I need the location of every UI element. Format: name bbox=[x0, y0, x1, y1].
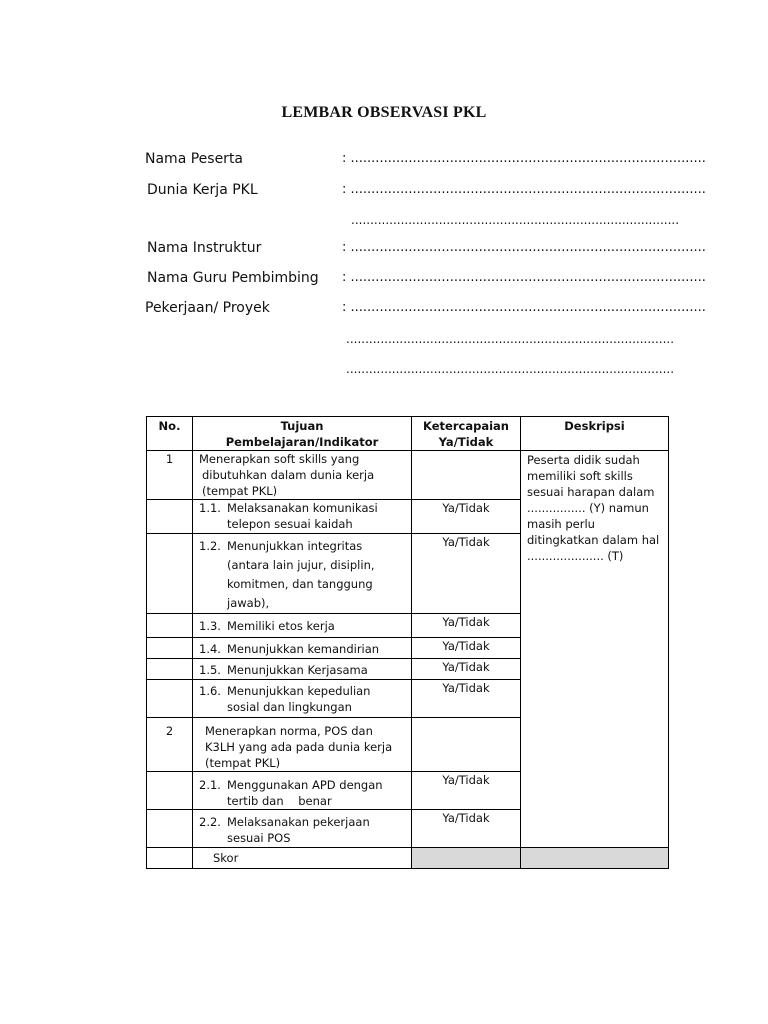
indicator-cell: 1.4. Menunjukkan kemandirian bbox=[193, 638, 412, 659]
ketercapaian-cell[interactable]: Ya/Tidak bbox=[412, 659, 521, 680]
indicator-cell: 1.2. Menunjukkan integritas (antara lain jujur, disiplin, komitmen, dan tanggung jawab), bbox=[193, 534, 412, 614]
table-row bbox=[147, 451, 669, 500]
field-pekerjaan-line3[interactable]: ...................................................................................... bbox=[346, 362, 675, 376]
header-tujuan: Tujuan Pembelajaran/Indikator bbox=[193, 417, 412, 451]
indicator-cell: 1.6. Menunjukkan kepedulian sosial dan lingkungan bbox=[193, 680, 412, 718]
ketercapaian-cell[interactable]: Ya/Tidak bbox=[412, 614, 521, 638]
skor-row bbox=[147, 848, 669, 869]
ketercapaian-cell[interactable]: Ya/Tidak bbox=[412, 810, 521, 848]
field-dunia-kerja[interactable]: : ...................................................................................... bbox=[342, 182, 706, 197]
indicator-cell: 2.1. Menggunakan APD dengan tertib dan benar bbox=[193, 772, 412, 810]
label-nama-instruktur: Nama Instruktur bbox=[147, 240, 262, 256]
ketercapaian-cell[interactable]: Ya/Tidak bbox=[412, 500, 521, 534]
skor-label: Skor bbox=[193, 848, 412, 869]
skor-deskripsi-cell[interactable] bbox=[521, 848, 669, 869]
header-no: No. bbox=[147, 417, 193, 451]
ketercapaian-cell[interactable]: Ya/Tidak bbox=[412, 534, 521, 614]
ketercapaian-cell[interactable]: Ya/Tidak bbox=[412, 680, 521, 718]
row-number bbox=[147, 534, 193, 614]
indicator-cell: 1.5. Menunjukkan Kerjasama bbox=[193, 659, 412, 680]
header-deskripsi: Deskripsi bbox=[521, 417, 669, 451]
field-nama-peserta[interactable]: : ...................................................................................... bbox=[342, 151, 706, 166]
row-number: 2 bbox=[147, 718, 193, 772]
row-number bbox=[147, 659, 193, 680]
row-number bbox=[147, 680, 193, 718]
header-ketercapaian: Ketercapaian Ya/Tidak bbox=[412, 417, 521, 451]
indicator-cell: Menerapkan soft skills yang dibutuhkan dalam dunia kerja (tempat PKL) bbox=[193, 451, 412, 500]
field-pekerjaan-proyek[interactable]: : ...................................................................................... bbox=[342, 300, 706, 315]
field-guru-pembimbing[interactable]: : ...................................................................................... bbox=[342, 270, 706, 285]
row-number bbox=[147, 772, 193, 810]
indicator-cell: 1.3. Memiliki etos kerja bbox=[193, 614, 412, 638]
row-number: 1 bbox=[147, 451, 193, 500]
field-dunia-kerja-line2[interactable]: ...................................................................................... bbox=[351, 213, 680, 227]
skor-ketercapaian-cell[interactable] bbox=[412, 848, 521, 869]
row-number bbox=[147, 500, 193, 534]
ketercapaian-cell[interactable] bbox=[412, 718, 521, 772]
indicator-cell: 2.2. Melaksanakan pekerjaan sesuai POS bbox=[193, 810, 412, 848]
ketercapaian-cell[interactable] bbox=[412, 451, 521, 500]
label-guru-pembimbing: Nama Guru Pembimbing bbox=[147, 270, 319, 286]
observation-table bbox=[146, 416, 669, 869]
label-dunia-kerja: Dunia Kerja PKL bbox=[147, 182, 258, 198]
ketercapaian-cell[interactable]: Ya/Tidak bbox=[412, 638, 521, 659]
table-header-row bbox=[147, 417, 669, 451]
row-number bbox=[147, 614, 193, 638]
label-pekerjaan-proyek: Pekerjaan/ Proyek bbox=[145, 300, 270, 316]
field-nama-instruktur[interactable]: : ...................................................................................... bbox=[342, 240, 706, 255]
label-nama-peserta: Nama Peserta bbox=[145, 151, 244, 167]
field-pekerjaan-line2[interactable]: ...................................................................................... bbox=[346, 332, 675, 346]
row-number bbox=[147, 638, 193, 659]
document-title: LEMBAR OBSERVASI PKL bbox=[281, 104, 487, 121]
skor-no-cell bbox=[147, 848, 193, 869]
indicator-cell: Menerapkan norma, POS dan K3LH yang ada pada dunia kerja (tempat PKL) bbox=[193, 718, 412, 772]
deskripsi-cell: Peserta didik sudah memiliki soft skills sesuai harapan dalam ................ (Y) namun masih perlu ditingkatkan dalam hal ..................... (T) bbox=[521, 451, 669, 848]
indicator-cell: 1.1. Melaksanakan komunikasi telepon sesuai kaidah bbox=[193, 500, 412, 534]
ketercapaian-cell[interactable]: Ya/Tidak bbox=[412, 772, 521, 810]
row-number bbox=[147, 810, 193, 848]
